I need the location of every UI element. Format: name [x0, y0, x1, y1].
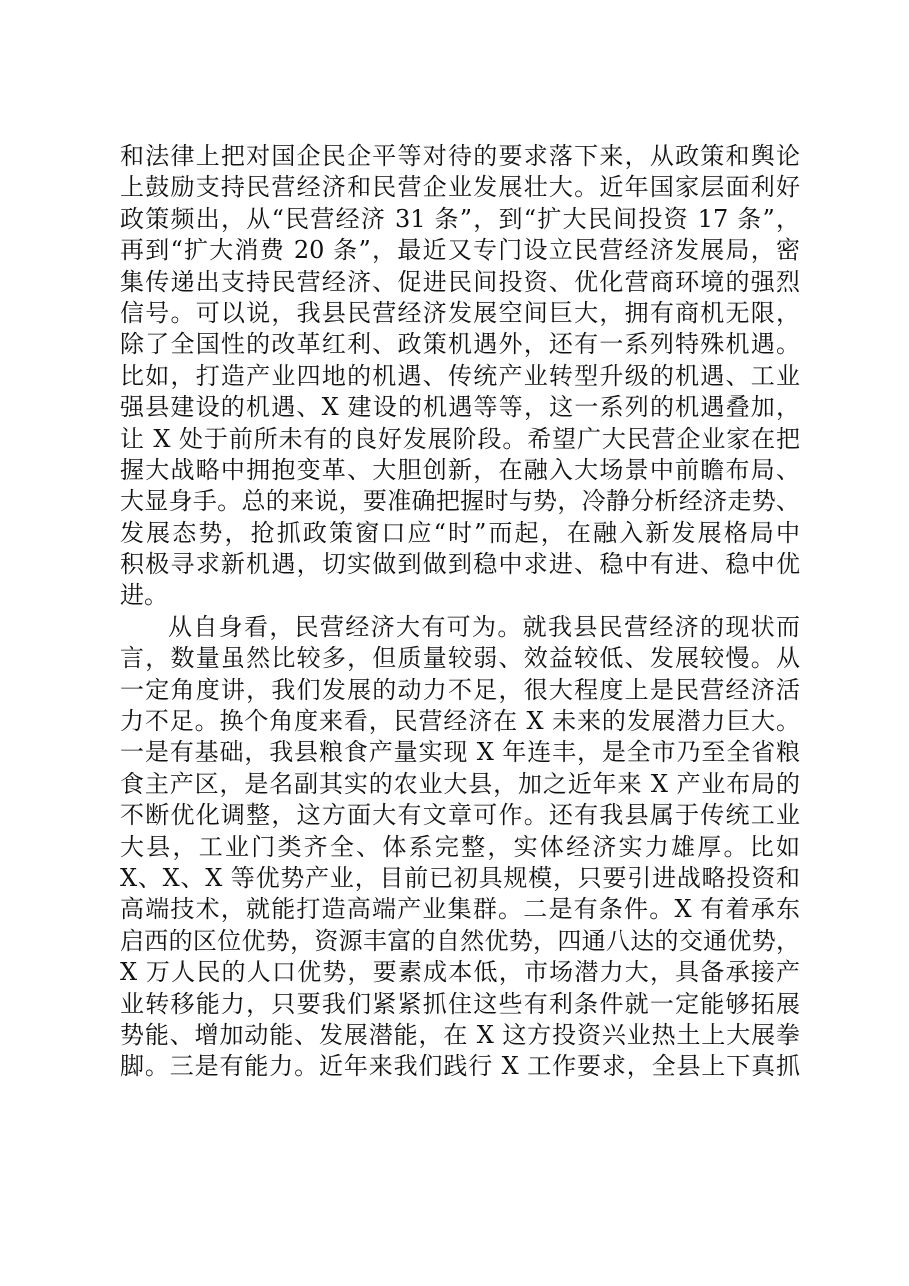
text-line: 势能、增加动能、发展潜能，在 X 这方投资兴业热土上大展拳 [120, 1020, 800, 1049]
paragraph [120, 141, 800, 612]
text-line: 从自身看，民营经济大有可为。就我县民营经济的现状而 [168, 612, 800, 641]
paragraph [120, 612, 800, 1083]
text-line: 再到“扩大消费 20 条”，最近又专门设立民营经济发展局，密 [120, 236, 800, 265]
text-line: 和法律上把对国企民企平等对待的要求落下来，从政策和舆论 [120, 142, 800, 170]
text-line: 握大战略中拥抱变革、大胆创新，在融入大场景中前瞻布局、 [120, 455, 800, 484]
text-line: 进。 [120, 581, 168, 610]
text-line: 脚。三是有能力。近年来我们践行 X 工作要求，全县上下真抓 [120, 1052, 800, 1081]
text-line: 食主产区，是名副其实的农业大县，加之近年来 X 产业布局的 [120, 769, 800, 798]
text-line: 一是有基础，我县粮食产量实现 X 年连丰，是全市乃至全省粮 [120, 738, 800, 767]
text-line: 一定角度讲，我们发展的动力不足，很大程度上是民营经济活 [120, 675, 800, 704]
text-line: 集传递出支持民营经济、促进民间投资、优化营商环境的强烈 [120, 267, 800, 296]
text-line: 积极寻求新机遇，切实做到做到稳中求进、稳中有进、稳中优 [120, 550, 800, 579]
text-line: 让 X 处于前所未有的良好发展阶段。希望广大民营企业家在把 [120, 424, 800, 453]
text-line: 除了全国性的改革红利、政策机遇外，还有一系列特殊机遇。 [120, 330, 800, 359]
text-line: 启西的区位优势，资源丰富的自然优势，四通八达的交通优势， [120, 926, 800, 955]
text-line: 比如，打造产业四地的机遇、传统产业转型升级的机遇、工业 [120, 361, 800, 390]
text-line: 信号。可以说，我县民营经济发展空间巨大，拥有商机无限， [120, 298, 800, 327]
text-line: 高端技术，就能打造高端产业集群。二是有条件。X 有着承东 [120, 895, 800, 924]
text-line: 发展态势，抢抓政策窗口应“时”而起，在融入新发展格局中 [120, 518, 800, 547]
text-line: 强县建设的机遇、X 建设的机遇等等，这一系列的机遇叠加， [120, 393, 800, 422]
text-line: 大县，工业门类齐全、体系完整，实体经济实力雄厚。比如 [120, 832, 800, 861]
text-line: X 万人民的人口优势，要素成本低，市场潜力大，具备承接产 [120, 958, 800, 987]
text-line: 言，数量虽然比较多，但质量较弱、效益较低、发展较慢。从 [120, 644, 800, 673]
body-text [120, 141, 800, 1083]
text-line: 政策频出，从“民营经济 31 条”，到“扩大民间投资 17 条”， [120, 204, 800, 233]
text-line: X、X、X 等优势产业，目前已初具规模，只要引进战略投资和 [120, 863, 800, 892]
text-line: 不断优化调整，这方面大有文章可作。还有我县属于传统工业 [120, 801, 800, 830]
text-line: 大显身手。总的来说，要准确把握时与势，冷静分析经济走势、 [120, 487, 800, 516]
text-line: 上鼓励支持民营经济和民营企业发展壮大。近年国家层面利好 [120, 173, 800, 202]
text-line: 业转移能力，只要我们紧紧抓住这些有利条件就一定能够拓展 [120, 989, 800, 1018]
text-line: 力不足。换个角度来看，民营经济在 X 未来的发展潜力巨大。 [120, 707, 800, 736]
